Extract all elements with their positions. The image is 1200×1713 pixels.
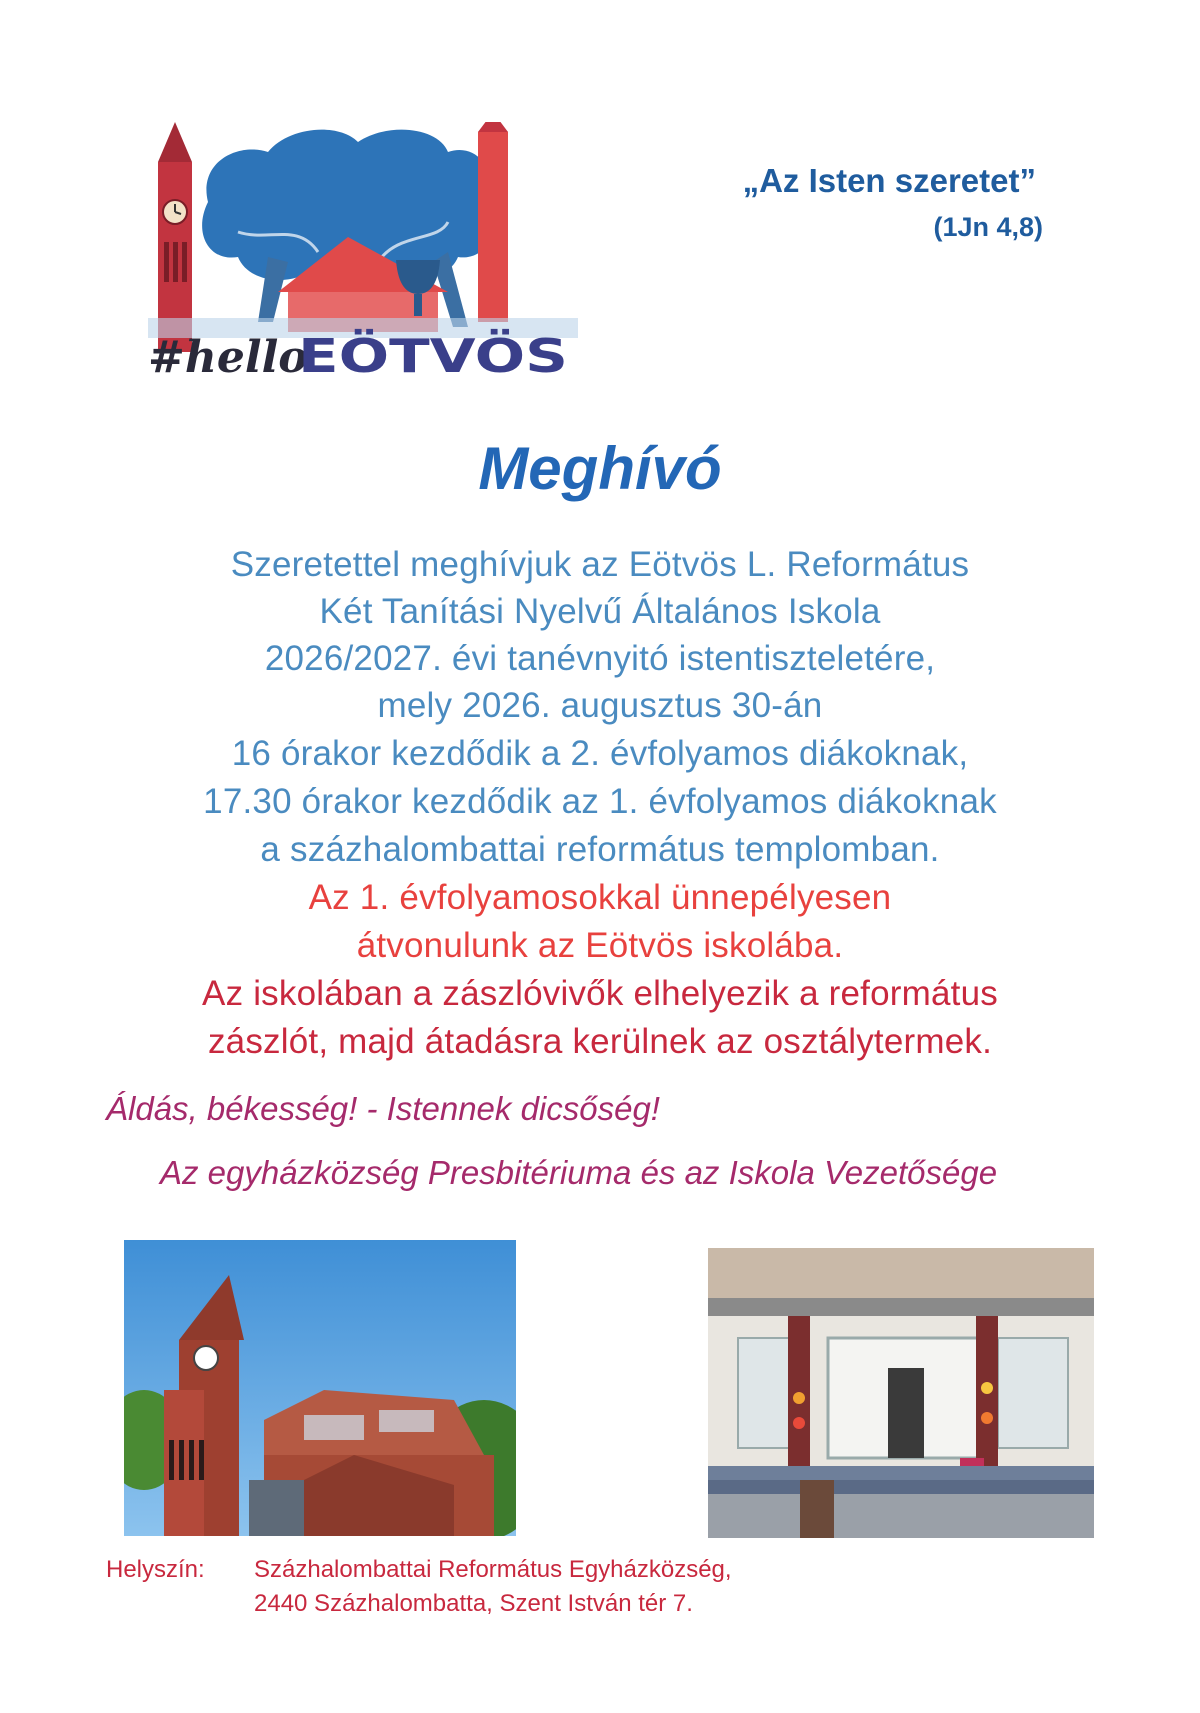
svg-text:#hello: #hello <box>148 332 308 380</box>
school-logo <box>148 122 578 380</box>
body-line: 17.30 órakor kezdődik az 1. évfolyamos diákoknak <box>203 782 997 821</box>
signature-text: Az egyházközség Presbitériuma és az Iskola Vezetősége <box>160 1154 998 1191</box>
location-label: Helyszín: <box>106 1556 205 1583</box>
page-title: Meghívó <box>478 435 722 502</box>
body-line: 16 órakor kezdődik a 2. évfolyamos diákoknak, <box>231 734 969 773</box>
school-photo <box>708 1248 1094 1538</box>
body-line: Szeretettel meghívjuk az Eötvös L. Református <box>230 545 970 584</box>
body-line: 2026/2027. évi tanévnyitó istentiszteletére, <box>264 639 936 678</box>
body-line: a százhalombattai református templomban. <box>260 830 940 869</box>
bible-quote: „Az Isten szeretet” <box>742 162 1036 199</box>
highlight-line: Az 1. évfolyamosokkal ünnepélyesen <box>308 878 892 917</box>
svg-text:EÖTVÖS: EÖTVÖS <box>298 329 568 380</box>
bible-reference: (1Jn 4,8) <box>933 212 1043 242</box>
highlight-line: átvonulunk az Eötvös iskolába. <box>356 926 844 965</box>
blessing-text: Áldás, békesség! - Istennek dicsőség! <box>106 1090 660 1127</box>
body-line: mely 2026. augusztus 30-án <box>377 686 823 725</box>
flag-line: zászlót, majd átadásra kerülnek az osztálytermek. <box>207 1022 993 1061</box>
location-name: Százhalombattai Református Egyházközség, <box>254 1556 732 1583</box>
location-address: 2440 Százhalombatta, Szent István tér 7. <box>254 1590 693 1617</box>
logo-graphic <box>148 122 578 380</box>
church-photo <box>124 1240 516 1536</box>
flag-line: Az iskolában a zászlóvivők elhelyezik a református <box>202 974 998 1013</box>
body-line: Két Tanítási Nyelvű Általános Iskola <box>319 592 881 631</box>
